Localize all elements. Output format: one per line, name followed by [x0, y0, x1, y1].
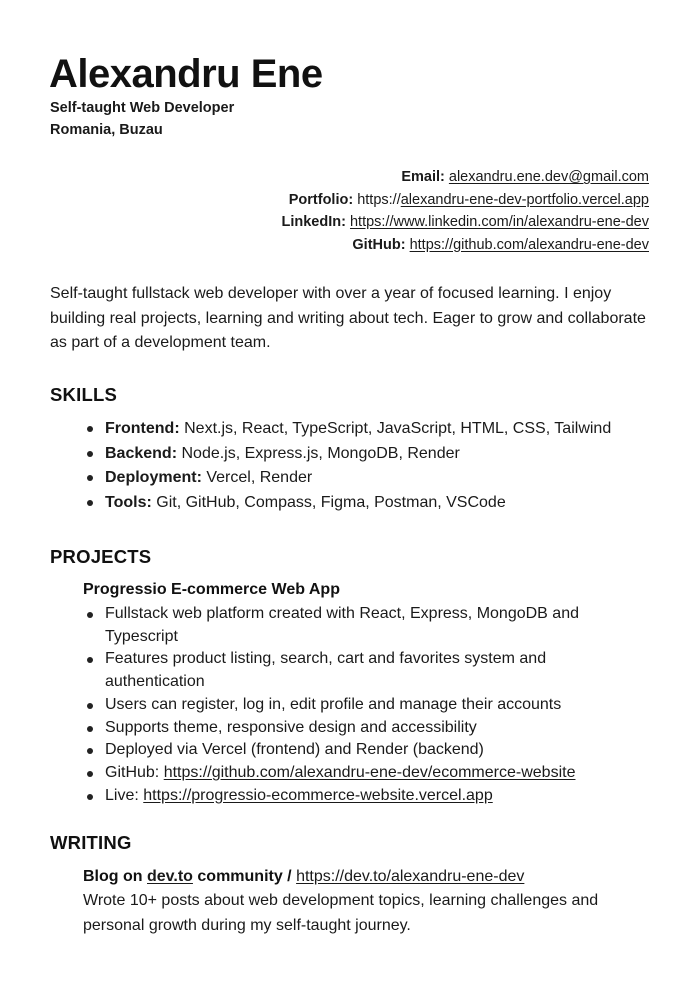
project-live: [83, 785, 623, 808]
blog-prefix: Blog on: [83, 868, 143, 885]
bullet-icon: [87, 771, 93, 777]
skill-item: [83, 491, 611, 516]
contact-linkedin: [282, 211, 650, 234]
project-bullet-text: Users can register, log in, edit profile and manage their accounts: [105, 695, 562, 713]
portfolio-link[interactable]: alexandru-ene-dev-portfolio.vercel.app: [400, 191, 649, 208]
project-bullet: [83, 694, 623, 717]
blog-suffix: community /: [197, 868, 292, 885]
skill-category: Deployment:: [105, 469, 202, 486]
email-label: Email:: [401, 169, 445, 185]
contact-github: [282, 234, 650, 257]
blog-link[interactable]: https://dev.to/alexandru-ene-dev: [296, 868, 525, 885]
portfolio-label: Portfolio:: [288, 191, 354, 208]
contact-email: [282, 166, 650, 189]
bullet-icon: [87, 748, 93, 754]
project-name: Progressio E-commerce Web App: [83, 581, 340, 598]
candidate-location: Romania, Buzau: [50, 122, 163, 138]
skill-item: [83, 466, 611, 491]
project-bullet-text: Supports theme, responsive design and accessibility: [105, 718, 477, 736]
skill-text: Next.js, React, TypeScript, JavaScript, HTML, CSS, Tailwind: [184, 420, 612, 437]
skill-text: Node.js, Express.js, MongoDB, Render: [181, 444, 460, 462]
skill-category: Backend:: [105, 444, 178, 462]
project-live-label: Live:: [105, 786, 139, 804]
contact-block: [282, 166, 650, 256]
portfolio-prefix: https://: [357, 191, 401, 208]
candidate-name: Alexandru Ene: [49, 52, 323, 96]
writing-description: Wrote 10+ posts about web development topics, learning challenges and personal growth during my self-taught journey.: [83, 892, 599, 934]
linkedin-label: LinkedIn:: [281, 214, 346, 230]
bullet-icon: [87, 703, 93, 709]
bullet-icon: [87, 794, 93, 800]
github-link[interactable]: https://github.com/alexandru-ene-dev: [409, 236, 649, 253]
skill-text: Vercel, Render: [206, 469, 313, 486]
project-bullet-text: Features product listing, search, cart and favorites system and authentication: [105, 650, 547, 691]
project-github: [83, 762, 623, 785]
writing-heading: WRITING: [50, 832, 132, 853]
github-label: GitHub:: [352, 236, 406, 253]
skills-list: [83, 417, 611, 515]
email-link[interactable]: alexandru.ene.dev@gmail.com: [448, 169, 649, 185]
bullet-icon: [87, 612, 93, 618]
skill-category: Frontend:: [105, 420, 180, 437]
project-github-label: GitHub:: [105, 763, 160, 781]
project-bullet: [83, 739, 623, 762]
project-bullet-text: Deployed via Vercel (frontend) and Render (backend): [105, 741, 484, 759]
bullet-icon: [87, 657, 93, 663]
project-github-link[interactable]: https://github.com/alexandru-ene-dev/ecommerce-website: [163, 763, 576, 781]
linkedin-link[interactable]: https://www.linkedin.com/in/alexandru-ene-dev: [349, 214, 649, 230]
project-live-link[interactable]: https://progressio-ecommerce-website.vercel.app: [143, 786, 493, 804]
skill-item: [83, 417, 611, 442]
skills-heading: SKILLS: [50, 384, 117, 405]
skill-item: [83, 442, 611, 467]
bullet-icon: [87, 426, 93, 432]
bullet-icon: [87, 475, 93, 481]
projects-heading: PROJECTS: [50, 546, 152, 567]
bullet-icon: [87, 451, 93, 457]
bullet-icon: [87, 726, 93, 732]
contact-portfolio: [282, 189, 650, 212]
blog-site-link[interactable]: dev.to: [147, 868, 193, 885]
project-bullet-text: Fullstack web platform created with React, Express, MongoDB and Typescript: [105, 605, 579, 645]
blog-title: [83, 865, 524, 889]
candidate-role: Self-taught Web Developer: [50, 100, 235, 116]
project-bullet: [83, 603, 623, 648]
project-bullet: [83, 648, 623, 693]
bullet-icon: [87, 500, 93, 506]
project-bullet: [83, 717, 623, 740]
skill-text: Git, GitHub, Compass, Figma, Postman, VSCode: [156, 493, 506, 511]
project-bullets: [83, 603, 623, 807]
skill-category: Tools:: [105, 493, 152, 511]
summary-paragraph: Self-taught fullstack web developer with over a year of focused learning. I enjoy building real projects, learning and writing about tech. Eager to grow and collaborate as part of a development team.: [50, 285, 646, 351]
